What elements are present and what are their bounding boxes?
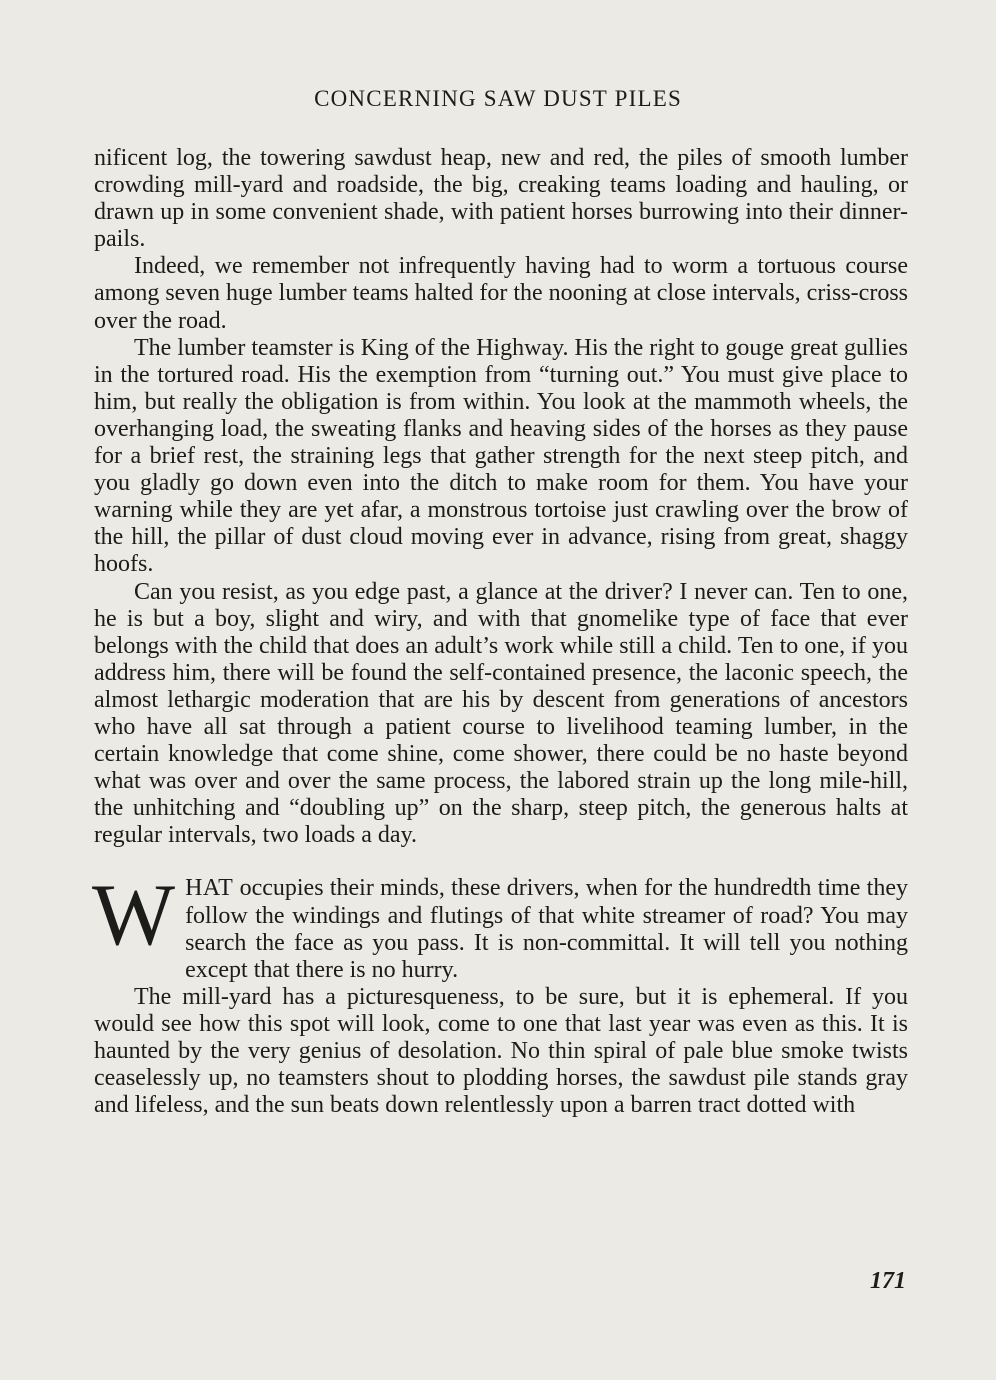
paragraph-text: occupies their minds, these drivers, when for the hundredth time they follow the windings and flutings of that white streamer of road? You may search the face as you pass. It is non-committal. It will tell you nothing except that there is no hurry. xyxy=(185,875,908,983)
paragraph: Can you resist, as you edge past, a glance at the driver? I never can. Ten to one, he is but a boy, slight and wiry, and with that gnomelike type of face that ever belongs with the child that does an adult’s work while still a child. Ten to one, if you address him, there will be found the self-contained presence, the laconic speech, the almost lethargic moderation that are his by descent from generations of ancestors who have all sat through a patient course to livelihood teaming lumber, in the certain knowledge that come shine, come shower, there could be no haste beyond what was over and over the same process, the labored strain up the long mile-hill, the unhitching and “doubling up” on the sharp, steep pitch, the generous halts at regular intervals, two loads a day. xyxy=(94,578,908,849)
section-break xyxy=(94,849,908,875)
paragraph-continued: nificent log, the towering sawdust heap, new and red, the piles of smooth lumber crowding mill-yard and roadside, the big, creaking teams loading and hauling, or drawn up in some convenient shade, with patient horses burrowing into their dinner-pails. xyxy=(94,145,908,253)
drop-cap: W xyxy=(92,867,176,965)
paragraph: Indeed, we remember not infrequently having had to worm a tortuous course among seven huge lumber teams halted for the nooning at close intervals, criss-cross over the road. xyxy=(94,253,908,334)
page-number: 171 xyxy=(870,1268,906,1294)
body-text xyxy=(94,145,908,1119)
running-head: CONCERNING SAW DUST PILES xyxy=(314,86,682,111)
paragraph: The mill-yard has a picturesqueness, to be sure, but it is ephemeral. If you would see how this spot will look, come to one that last year was even as this. It is haunted by the very genius of desolation. No thin spiral of pale blue smoke twists ceaselessly up, no teamsters shout to plodding horses, the sawdust pile stands gray and lifeless, and the sun beats down relentlessly upon a barren tract dotted with xyxy=(94,983,908,1119)
section-opening-paragraph xyxy=(92,867,908,983)
small-caps-lead: HAT xyxy=(185,875,234,902)
paragraph: The lumber teamster is King of the Highway. His the right to gouge great gullies in the tortured road. His the exemption from “turning out.” You must give place to him, but really the obligation is from within. You look at the mammoth wheels, the overhanging load, the sweating flanks and heaving sides of the horses as they pause for a brief rest, the straining legs that gather strength for the next steep pitch, and you gladly go down even into the ditch to make room for them. You have your warning while they are yet afar, a monstrous tortoise just crawling over the brow of the hill, the pillar of dust cloud moving ever in advance, rising from great, shaggy hoofs. xyxy=(94,334,908,578)
